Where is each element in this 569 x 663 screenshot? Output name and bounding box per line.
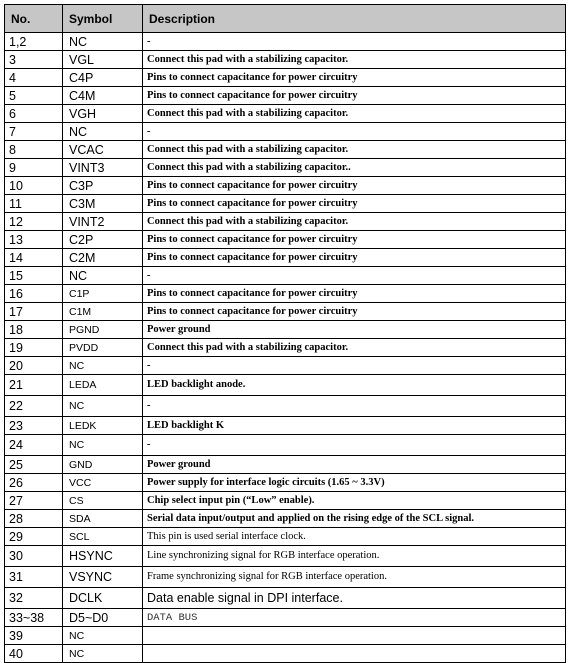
table-row bbox=[5, 249, 566, 267]
table-row bbox=[5, 474, 566, 492]
pin-number: 22 bbox=[5, 396, 63, 417]
pin-symbol: C1M bbox=[63, 303, 143, 321]
pin-symbol: PVDD bbox=[63, 339, 143, 357]
pin-number: 23 bbox=[5, 417, 63, 435]
table-row bbox=[5, 159, 566, 177]
pin-symbol: NC bbox=[63, 435, 143, 456]
table-row bbox=[5, 528, 566, 546]
pin-symbol: NC bbox=[63, 123, 143, 141]
pin-number: 31 bbox=[5, 567, 63, 588]
pin-number: 18 bbox=[5, 321, 63, 339]
pin-symbol: NC bbox=[63, 396, 143, 417]
pin-number: 3 bbox=[5, 51, 63, 69]
pin-number: 28 bbox=[5, 510, 63, 528]
pin-description: LED backlight K bbox=[143, 417, 566, 435]
pin-description bbox=[143, 627, 566, 645]
table-row bbox=[5, 492, 566, 510]
table-row bbox=[5, 546, 566, 567]
pin-symbol: C2M bbox=[63, 249, 143, 267]
pin-symbol: NC bbox=[63, 357, 143, 375]
pin-description: Pins to connect capacitance for power circuitry bbox=[143, 195, 566, 213]
pin-symbol: LEDK bbox=[63, 417, 143, 435]
table-body bbox=[5, 33, 566, 663]
pin-number: 11 bbox=[5, 195, 63, 213]
table-row bbox=[5, 627, 566, 645]
table-row bbox=[5, 231, 566, 249]
pin-symbol: C4M bbox=[63, 87, 143, 105]
pin-symbol: LEDA bbox=[63, 375, 143, 396]
pin-number: 40 bbox=[5, 645, 63, 663]
pin-description: - bbox=[143, 435, 566, 456]
table-row bbox=[5, 123, 566, 141]
header-no: No. bbox=[5, 5, 63, 33]
table-row bbox=[5, 51, 566, 69]
table-row bbox=[5, 267, 566, 285]
pin-description: This pin is used serial interface clock. bbox=[143, 528, 566, 546]
pin-number: 7 bbox=[5, 123, 63, 141]
pin-symbol: CS bbox=[63, 492, 143, 510]
pin-description: - bbox=[143, 396, 566, 417]
table-row bbox=[5, 588, 566, 609]
pin-description: Line synchronizing signal for RGB interface operation. bbox=[143, 546, 566, 567]
pin-number: 25 bbox=[5, 456, 63, 474]
pin-symbol: VINT2 bbox=[63, 213, 143, 231]
pin-number: 21 bbox=[5, 375, 63, 396]
pin-description: Pins to connect capacitance for power circuitry bbox=[143, 285, 566, 303]
pin-number: 26 bbox=[5, 474, 63, 492]
pin-symbol: C4P bbox=[63, 69, 143, 87]
pin-number: 29 bbox=[5, 528, 63, 546]
pin-description: Power ground bbox=[143, 321, 566, 339]
pin-symbol: C1P bbox=[63, 285, 143, 303]
pin-description: Connect this pad with a stabilizing capacitor. bbox=[143, 213, 566, 231]
pin-symbol: VCAC bbox=[63, 141, 143, 159]
pin-description: Pins to connect capacitance for power circuitry bbox=[143, 87, 566, 105]
table-row bbox=[5, 435, 566, 456]
table-row bbox=[5, 417, 566, 435]
pin-number: 15 bbox=[5, 267, 63, 285]
pin-description: Pins to connect capacitance for power circuitry bbox=[143, 69, 566, 87]
pin-description: Serial data input/output and applied on the rising edge of the SCL signal. bbox=[143, 510, 566, 528]
pin-number: 24 bbox=[5, 435, 63, 456]
table-row bbox=[5, 510, 566, 528]
pin-symbol: SCL bbox=[63, 528, 143, 546]
table-row bbox=[5, 105, 566, 123]
pin-description: LED backlight anode. bbox=[143, 375, 566, 396]
pin-description: Power ground bbox=[143, 456, 566, 474]
pin-description: - bbox=[143, 357, 566, 375]
pin-number: 17 bbox=[5, 303, 63, 321]
pin-symbol: NC bbox=[63, 267, 143, 285]
pin-number: 13 bbox=[5, 231, 63, 249]
pin-symbol: C2P bbox=[63, 231, 143, 249]
pin-symbol: C3P bbox=[63, 177, 143, 195]
table-row bbox=[5, 69, 566, 87]
table-row bbox=[5, 141, 566, 159]
pin-number: 33~38 bbox=[5, 609, 63, 627]
pin-description bbox=[143, 645, 566, 663]
pin-number: 4 bbox=[5, 69, 63, 87]
header-description: Description bbox=[143, 5, 566, 33]
table-row bbox=[5, 303, 566, 321]
pin-description: Power supply for interface logic circuits (1.65 ~ 3.3V) bbox=[143, 474, 566, 492]
pin-description: Chip select input pin (“Low” enable). bbox=[143, 492, 566, 510]
pin-symbol: VCC bbox=[63, 474, 143, 492]
table-row bbox=[5, 567, 566, 588]
pin-description: Connect this pad with a stabilizing capacitor. bbox=[143, 339, 566, 357]
pin-symbol: GND bbox=[63, 456, 143, 474]
table-row bbox=[5, 213, 566, 231]
pin-symbol: VGH bbox=[63, 105, 143, 123]
table-row bbox=[5, 339, 566, 357]
table-row bbox=[5, 357, 566, 375]
pin-description: Pins to connect capacitance for power circuitry bbox=[143, 177, 566, 195]
table-row bbox=[5, 375, 566, 396]
pin-number: 6 bbox=[5, 105, 63, 123]
pin-number: 1,2 bbox=[5, 33, 63, 51]
pin-number: 12 bbox=[5, 213, 63, 231]
pin-description: - bbox=[143, 123, 566, 141]
pin-symbol: NC bbox=[63, 627, 143, 645]
pin-number: 27 bbox=[5, 492, 63, 510]
pin-description: Pins to connect capacitance for power circuitry bbox=[143, 231, 566, 249]
pin-description: Pins to connect capacitance for power circuitry bbox=[143, 249, 566, 267]
pin-number: 32 bbox=[5, 588, 63, 609]
pin-number: 19 bbox=[5, 339, 63, 357]
pin-number: 16 bbox=[5, 285, 63, 303]
table-row bbox=[5, 456, 566, 474]
pin-table bbox=[4, 4, 566, 663]
pin-number: 8 bbox=[5, 141, 63, 159]
pin-description: - bbox=[143, 267, 566, 285]
pin-number: 39 bbox=[5, 627, 63, 645]
header-row bbox=[5, 5, 566, 33]
table-row bbox=[5, 396, 566, 417]
pin-description: Frame synchronizing signal for RGB interface operation. bbox=[143, 567, 566, 588]
pin-symbol: VINT3 bbox=[63, 159, 143, 177]
pin-description: DATA BUS bbox=[143, 609, 566, 627]
table-row bbox=[5, 195, 566, 213]
pin-description: Connect this pad with a stabilizing capacitor.. bbox=[143, 159, 566, 177]
pin-number: 10 bbox=[5, 177, 63, 195]
pin-symbol: VSYNC bbox=[63, 567, 143, 588]
pin-number: 20 bbox=[5, 357, 63, 375]
pin-symbol: VGL bbox=[63, 51, 143, 69]
pin-description: - bbox=[143, 33, 566, 51]
pin-symbol: DCLK bbox=[63, 588, 143, 609]
pin-description: Connect this pad with a stabilizing capacitor. bbox=[143, 51, 566, 69]
pin-description: Connect this pad with a stabilizing capacitor. bbox=[143, 141, 566, 159]
pin-symbol: NC bbox=[63, 33, 143, 51]
pin-number: 30 bbox=[5, 546, 63, 567]
pin-description: Pins to connect capacitance for power circuitry bbox=[143, 303, 566, 321]
header-symbol: Symbol bbox=[63, 5, 143, 33]
pin-number: 5 bbox=[5, 87, 63, 105]
table-row bbox=[5, 33, 566, 51]
pin-description: Connect this pad with a stabilizing capacitor. bbox=[143, 105, 566, 123]
pin-symbol: C3M bbox=[63, 195, 143, 213]
pin-symbol: PGND bbox=[63, 321, 143, 339]
pin-number: 9 bbox=[5, 159, 63, 177]
table-row bbox=[5, 177, 566, 195]
table-row bbox=[5, 87, 566, 105]
table-row bbox=[5, 609, 566, 627]
pin-symbol: SDA bbox=[63, 510, 143, 528]
pin-description: Data enable signal in DPI interface. bbox=[143, 588, 566, 609]
pin-symbol: D5~D0 bbox=[63, 609, 143, 627]
table-row bbox=[5, 285, 566, 303]
pin-symbol: NC bbox=[63, 645, 143, 663]
table-row bbox=[5, 645, 566, 663]
pin-symbol: HSYNC bbox=[63, 546, 143, 567]
pin-number: 14 bbox=[5, 249, 63, 267]
table-row bbox=[5, 321, 566, 339]
